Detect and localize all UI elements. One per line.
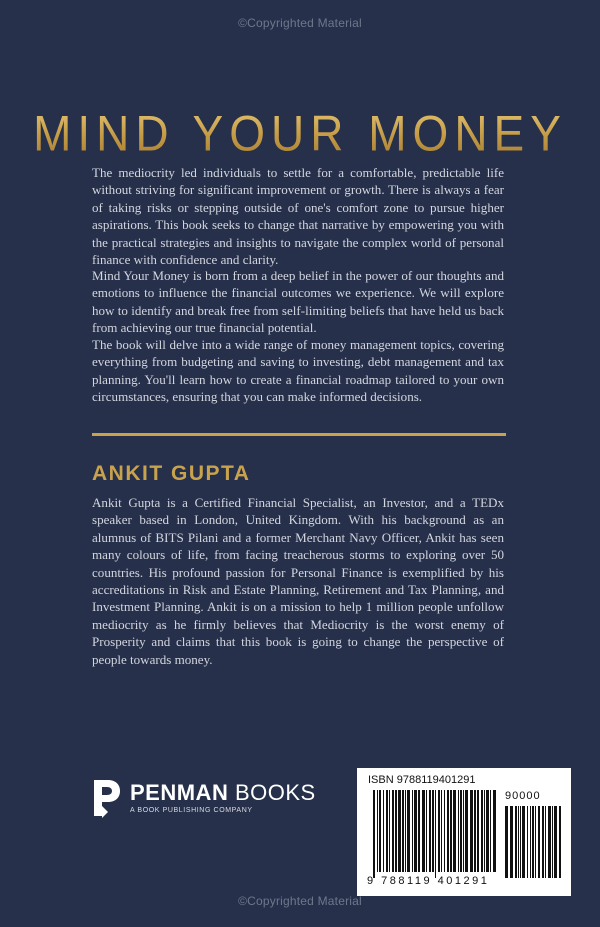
blurb-paragraph-3: The book will delve into a wide range of money management topics, covering everything from budgeting and saving to investing, debt management and tax planning. You'll learn how to create a financial roadmap tailored to your own circumstances, ensuring that you can make informed decisions. [92, 337, 504, 405]
barcode-bar [398, 790, 401, 872]
addon-bar [505, 806, 508, 878]
barcode-bar [386, 790, 388, 872]
addon-bar [510, 806, 513, 878]
barcode-bar [458, 790, 459, 872]
publisher-logo [92, 778, 316, 818]
barcode-bar [490, 790, 491, 872]
addon-bar [538, 806, 540, 878]
barcode-bar [405, 790, 406, 872]
barcode-bar [435, 790, 436, 878]
barcode-bar [383, 790, 384, 872]
barcode-bar [474, 790, 476, 872]
penman-logo-icon [92, 778, 122, 818]
barcode-bar [450, 790, 452, 872]
addon-bar [530, 806, 531, 878]
barcode-bar [412, 790, 413, 872]
blurb-paragraph-1: The mediocrity led individuals to settle for a comfortable, predictable life without striving for significant improvement or growth. There is always a fear of taking risks or stepping outside of one's comfort zone to pursue higher aspirations. This book seeks to change that narrative by empowering you with the practical strategies and insights to navigate the complex world of personal finance with confidence and clarity. [92, 165, 504, 268]
addon-bar [535, 806, 536, 878]
blurb-paragraph-2: Mind Your Money is born from a deep belief in the power of our thoughts and emotions to influence the financial outcomes we experience. We will explore how to identify and break free from self-limiting beliefs that have held us back from achieving our true financial potential. [92, 268, 504, 336]
barcode-bar [481, 790, 483, 872]
addon-bar [559, 806, 561, 878]
addon-bar [545, 806, 546, 878]
isbn-text: ISBN 9788119401291 [368, 774, 476, 786]
addon-bar [520, 806, 521, 878]
publisher-tagline: A BOOK PUBLISHING COMPANY [130, 807, 253, 814]
barcode-bar [426, 790, 427, 872]
barcode-bar [444, 790, 445, 872]
barcode-bar [422, 790, 425, 872]
author-bio: Ankit Gupta is a Certified Financial Specialist, an Investor, and a TEDx speaker based in London, United Kingdom. With his background as an alumnus of BITS Pilani and a former Merchant Navy Officer, Ankit has seen many colours of life, from facing treacherous storms to exploring over 50 countries. His profound passion for Personal Finance is exemplified by his accreditations in Risk and Estate Planning, Retirement and Tax Planning, and Investment Planning. Ankit is on a mission to help 1 million people unfollow mediocrity as he firmly believes that Mediocrity is the worst enemy of Prosperity and claims that this book is going to change the perspective of people towards money. [92, 495, 504, 667]
barcode-bar [453, 790, 456, 872]
addon-bar [554, 806, 557, 878]
watermark-bottom: ©Copyrighted Material [238, 894, 362, 908]
section-divider [92, 433, 506, 436]
barcode-bar [486, 790, 489, 872]
barcode-bar [429, 790, 431, 872]
barcode-bar [389, 790, 390, 872]
barcode-bar [407, 790, 410, 872]
barcode-bar [377, 790, 378, 872]
addon-bar [532, 806, 534, 878]
barcode-bar [438, 790, 440, 872]
barcode-box: ISBN 9788119401291 90000 9 788119 401291 [357, 768, 571, 896]
barcode-bar [484, 790, 485, 872]
watermark-top: ©Copyrighted Material [238, 16, 362, 30]
barcode-bar [402, 790, 404, 872]
barcode-bar [418, 790, 420, 872]
addon-bar [515, 806, 517, 878]
barcode-bar [493, 790, 496, 872]
addon-bar [527, 806, 528, 878]
barcode-bar [465, 790, 468, 872]
addon-bar [522, 806, 525, 878]
barcode-bar [392, 790, 394, 872]
barcode-bar [477, 790, 479, 872]
barcode-bar [432, 790, 434, 872]
barcode-bar [447, 790, 449, 872]
barcode-bar [463, 790, 464, 872]
addon-bar [542, 806, 544, 878]
addon-bar [518, 806, 519, 878]
price-code: 90000 [505, 790, 541, 802]
barcode-bar [395, 790, 397, 872]
barcode-bar [441, 790, 442, 872]
book-title: MIND YOUR MONEY [0, 104, 600, 162]
addon-bar [548, 806, 551, 878]
barcode-bar [460, 790, 462, 872]
barcode-bar [379, 790, 381, 872]
author-name: ANKIT GUPTA [92, 462, 251, 485]
addon-bar [552, 806, 553, 878]
barcode-bar [470, 790, 473, 872]
barcode-bar [414, 790, 417, 872]
barcode-bar [373, 790, 375, 878]
publisher-name: PENMAN BOOKS [130, 780, 316, 805]
